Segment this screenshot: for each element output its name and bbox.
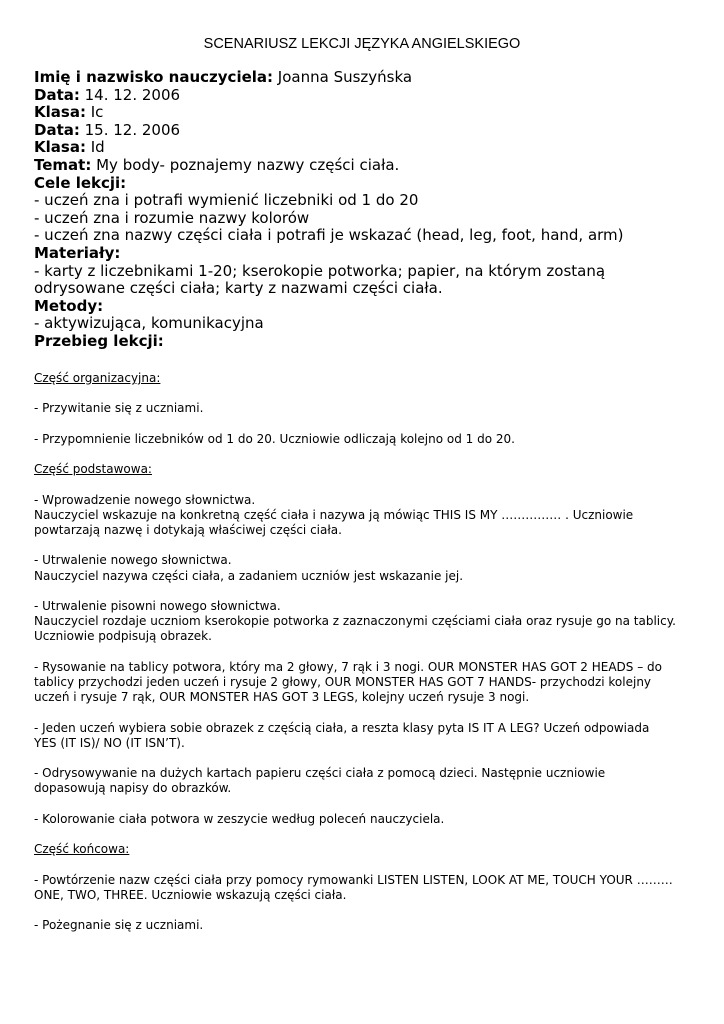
line: Nauczyciel nazywa części ciała, a zadaniem uczniów jest wskazanie jej. <box>34 568 464 583</box>
goal-item: - uczeń zna i rozumie nazwy kolorów <box>34 208 310 227</box>
methods-label: Metody: <box>34 296 104 315</box>
line: - Utrwalenie pisowni nowego słownictwa. <box>34 598 281 613</box>
methods-heading <box>34 298 694 316</box>
line: - Pożegnanie się z uczniami. <box>34 918 204 933</box>
procedure-heading <box>34 333 694 351</box>
section-heading-text: Część podstawowa: <box>34 462 152 477</box>
line: Nauczyciel wskazuje na konkretną część ciała i nazywa ją mówiąc THIS IS MY …………… . Uczniowie <box>34 507 634 522</box>
section-heading <box>34 842 702 857</box>
paragraph <box>34 432 702 447</box>
topic-line <box>34 157 694 175</box>
methods-text: - aktywizująca, komunikacyjna <box>34 314 264 333</box>
paragraph <box>34 812 702 827</box>
class-line-2 <box>34 139 694 157</box>
materials-heading <box>34 245 694 263</box>
date-value-2: 15. 12. 2006 <box>79 120 181 139</box>
line: YES (IT IS)/ NO (IT ISN’T). <box>34 735 185 750</box>
materials-label: Materiały: <box>34 243 121 262</box>
materials-text: odrysowane części ciała; karty z nazwami części ciała. <box>34 279 443 298</box>
line: Nauczyciel rozdaje uczniom kserokopie potworka z zaznaczonymi częściami ciała oraz rysuje go na tablicy. <box>34 614 676 629</box>
materials-text: - karty z liczebnikami 1-20; kserokopie potworka; papier, na którym zostaną <box>34 261 606 280</box>
line: dopasowują napisy do obrazków. <box>34 781 232 796</box>
class-line-1 <box>34 104 694 122</box>
date-label-1: Data: <box>34 85 80 104</box>
goals-label: Cele lekcji: <box>34 173 127 192</box>
line: tablicy przychodzi jeden uczeń i rysuje 2 głowy, OUR MONSTER HAS GOT 7 HANDS- przychodzi kolejny <box>34 674 652 689</box>
section-heading-text: Część końcowa: <box>34 842 130 857</box>
line: - Przywitanie się z uczniami. <box>34 401 204 416</box>
date-value-1: 14. 12. 2006 <box>79 85 181 104</box>
teacher-value: Joanna Suszyńska <box>273 68 413 86</box>
line: - Utrwalenie nowego słownictwa. <box>34 553 232 568</box>
paragraph <box>34 918 702 933</box>
paragraph <box>34 660 702 706</box>
date-label-2: Data: <box>34 120 80 139</box>
line: - Kolorowanie ciała potwora w zeszycie według poleceń nauczyciela. <box>34 811 445 826</box>
date-line-1 <box>34 87 694 105</box>
line: - Odrysowywanie na dużych kartach papieru części ciała z pomocą dzieci. Następnie uczniowie <box>34 766 606 781</box>
line: uczeń i rysuje 7 rąk, OUR MONSTER HAS GOT 3 LEGS, kolejny uczeń rysuje 3 nogi. <box>34 690 530 705</box>
section-heading <box>34 462 702 477</box>
class-label-1: Klasa: <box>34 103 86 122</box>
topic-label: Temat: <box>34 155 92 174</box>
lesson-header <box>34 69 694 351</box>
date-line-2 <box>34 122 694 140</box>
lesson-body <box>34 371 702 949</box>
teacher-label: Imię i nazwisko nauczyciela: <box>34 68 274 86</box>
line: - Wprowadzenie nowego słownictwa. <box>34 492 256 507</box>
paragraph <box>34 493 702 539</box>
line: - Jeden uczeń wybiera sobie obrazek z częścią ciała, a reszta klasy pyta IS IT A LEG? Uczeń odpowiada <box>34 720 650 735</box>
paragraph <box>34 401 702 416</box>
topic-value: My body- poznajemy nazwy części ciała. <box>91 155 400 174</box>
line: - Przypomnienie liczebników od 1 do 20. Uczniowie odliczają kolejno od 1 do 20. <box>34 431 515 446</box>
line: - Rysowanie na tablicy potwora, który ma 2 głowy, 7 rąk i 3 nogi. OUR MONSTER HAS GOT 2 HEADS – do <box>34 659 662 674</box>
goal-item: - uczeń zna nazwy części ciała i potrafi je wskazać (head, leg, foot, hand, arm) <box>34 226 624 245</box>
paragraph <box>34 599 702 645</box>
line: powtarzają nazwę i dotykają właściwej części ciała. <box>34 522 342 537</box>
section-heading-text: Część organizacyjna: <box>34 371 161 385</box>
line: Uczniowie podpisują obrazek. <box>34 629 212 644</box>
goals-heading <box>34 175 694 193</box>
line: - Powtórzenie nazw części ciała przy pomocy rymowanki LISTEN LISTEN, LOOK AT ME, TOUCH YOUR ……… <box>34 872 673 887</box>
line: ONE, TWO, THREE. Uczniowie wskazują części ciała. <box>34 887 347 902</box>
section-heading <box>34 371 702 386</box>
paragraph <box>34 766 702 796</box>
paragraph <box>34 873 702 903</box>
class-value-1: Ic <box>85 103 104 122</box>
paragraph <box>34 721 702 751</box>
procedure-label: Przebieg lekcji: <box>34 331 164 350</box>
teacher-line <box>34 69 694 87</box>
document-title: SCENARIUSZ LEKCJI JĘZYKA ANGIELSKIEGO <box>203 36 521 52</box>
class-label-2: Klasa: <box>34 138 86 157</box>
class-value-2: Id <box>85 138 105 157</box>
goal-item: - uczeń zna i potrafi wymienić liczebniki od 1 do 20 <box>34 191 419 210</box>
paragraph <box>34 553 702 583</box>
